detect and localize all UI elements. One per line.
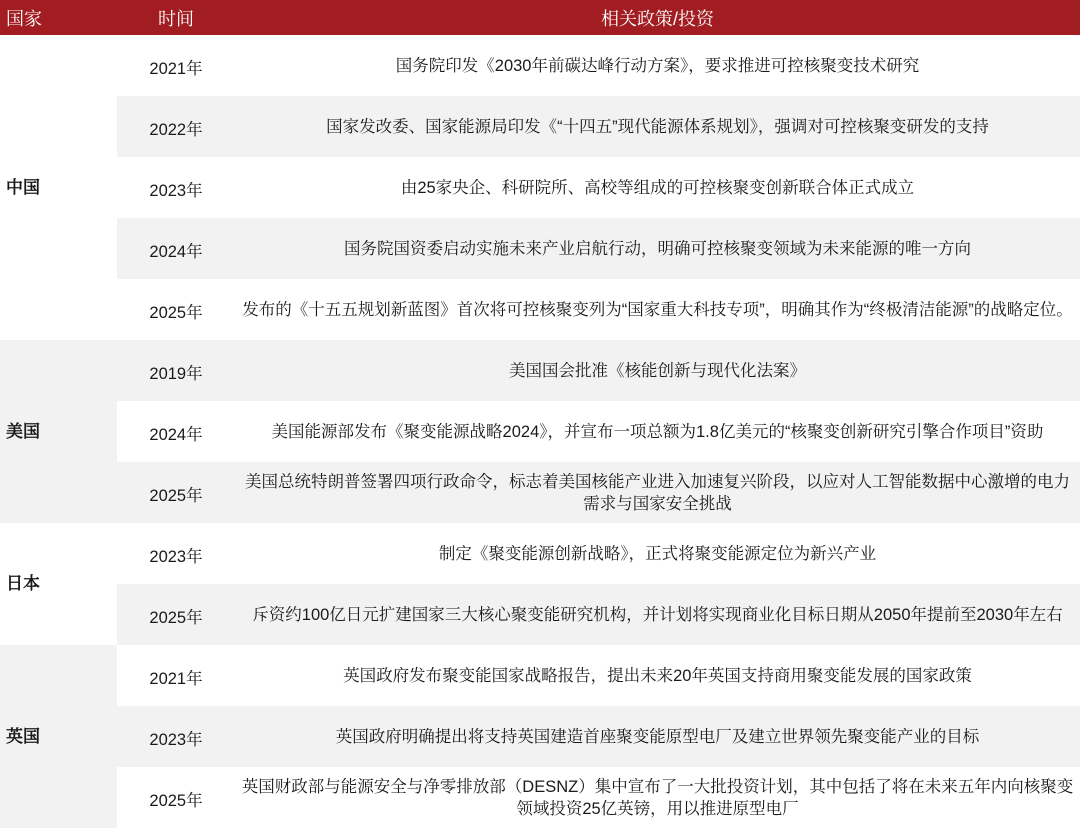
table-row [0, 279, 1080, 340]
year-cell: 2025年 [117, 462, 235, 523]
header-policy: 相关政策/投资 [235, 0, 1080, 35]
year-cell: 2023年 [117, 706, 235, 767]
policy-cell: 制定《聚变能源创新战略》，正式将聚变能源定位为新兴产业 [235, 523, 1080, 584]
country-cell-japan: 日本 [0, 523, 117, 645]
table-row [0, 584, 1080, 645]
year-cell: 2023年 [117, 157, 235, 218]
year-cell: 2019年 [117, 340, 235, 401]
table-row [0, 96, 1080, 157]
table-row [0, 706, 1080, 767]
year-cell: 2021年 [117, 645, 235, 706]
year-cell: 2023年 [117, 523, 235, 584]
policy-cell: 美国能源部发布《聚变能源战略2024》，并宣布一项总额为1.8亿美元的“核聚变创新研究引擎合作项目”资助 [235, 401, 1080, 462]
year-cell: 2025年 [117, 279, 235, 340]
year-cell: 2024年 [117, 401, 235, 462]
country-cell-usa: 美国 [0, 340, 117, 523]
policy-cell: 国务院印发《2030年前碳达峰行动方案》，要求推进可控核聚变技术研究 [235, 35, 1080, 96]
table-row [0, 218, 1080, 279]
table-row [0, 523, 1080, 584]
year-cell: 2025年 [117, 767, 235, 828]
policy-cell: 斥资约100亿日元扩建国家三大核心聚变能研究机构，并计划将实现商业化目标日期从2050年提前至2030年左右 [235, 584, 1080, 645]
header-time: 时间 [117, 0, 235, 35]
table-row [0, 401, 1080, 462]
policy-cell: 由25家央企、科研院所、高校等组成的可控核聚变创新联合体正式成立 [235, 157, 1080, 218]
year-cell: 2024年 [117, 218, 235, 279]
policy-cell: 美国总统特朗普签署四项行政命令，标志着美国核能产业进入加速复兴阶段，以应对人工智能数据中心激增的电力需求与国家安全挑战 [235, 462, 1080, 523]
policy-cell: 英国政府发布聚变能国家战略报告，提出未来20年英国支持商用聚变能发展的国家政策 [235, 645, 1080, 706]
policy-cell: 国家发改委、国家能源局印发《“十四五”现代能源体系规划》，强调对可控核聚变研发的支持 [235, 96, 1080, 157]
table-row [0, 767, 1080, 828]
country-cell-uk: 英国 [0, 645, 117, 828]
table-row [0, 645, 1080, 706]
year-cell: 2021年 [117, 35, 235, 96]
header-country: 国家 [0, 0, 117, 35]
policy-cell: 国务院国资委启动实施未来产业启航行动，明确可控核聚变领域为未来能源的唯一方向 [235, 218, 1080, 279]
table-row [0, 340, 1080, 401]
country-cell-china: 中国 [0, 35, 117, 340]
policy-cell: 美国国会批准《核能创新与现代化法案》 [235, 340, 1080, 401]
policy-cell: 发布的《十五五规划新蓝图》首次将可控核聚变列为“国家重大科技专项”，明确其作为“终极清洁能源”的战略定位。 [235, 279, 1080, 340]
table-row [0, 35, 1080, 96]
policy-cell: 英国政府明确提出将支持英国建造首座聚变能原型电厂及建立世界领先聚变能产业的目标 [235, 706, 1080, 767]
year-cell: 2025年 [117, 584, 235, 645]
year-cell: 2022年 [117, 96, 235, 157]
policy-cell: 英国财政部与能源安全与净零排放部（DESNZ）集中宣布了一大批投资计划，其中包括了将在未来五年内向核聚变领域投资25亿英镑，用以推进原型电厂 [235, 767, 1080, 828]
header-row [0, 0, 1080, 35]
table-row [0, 462, 1080, 523]
table-row [0, 157, 1080, 218]
